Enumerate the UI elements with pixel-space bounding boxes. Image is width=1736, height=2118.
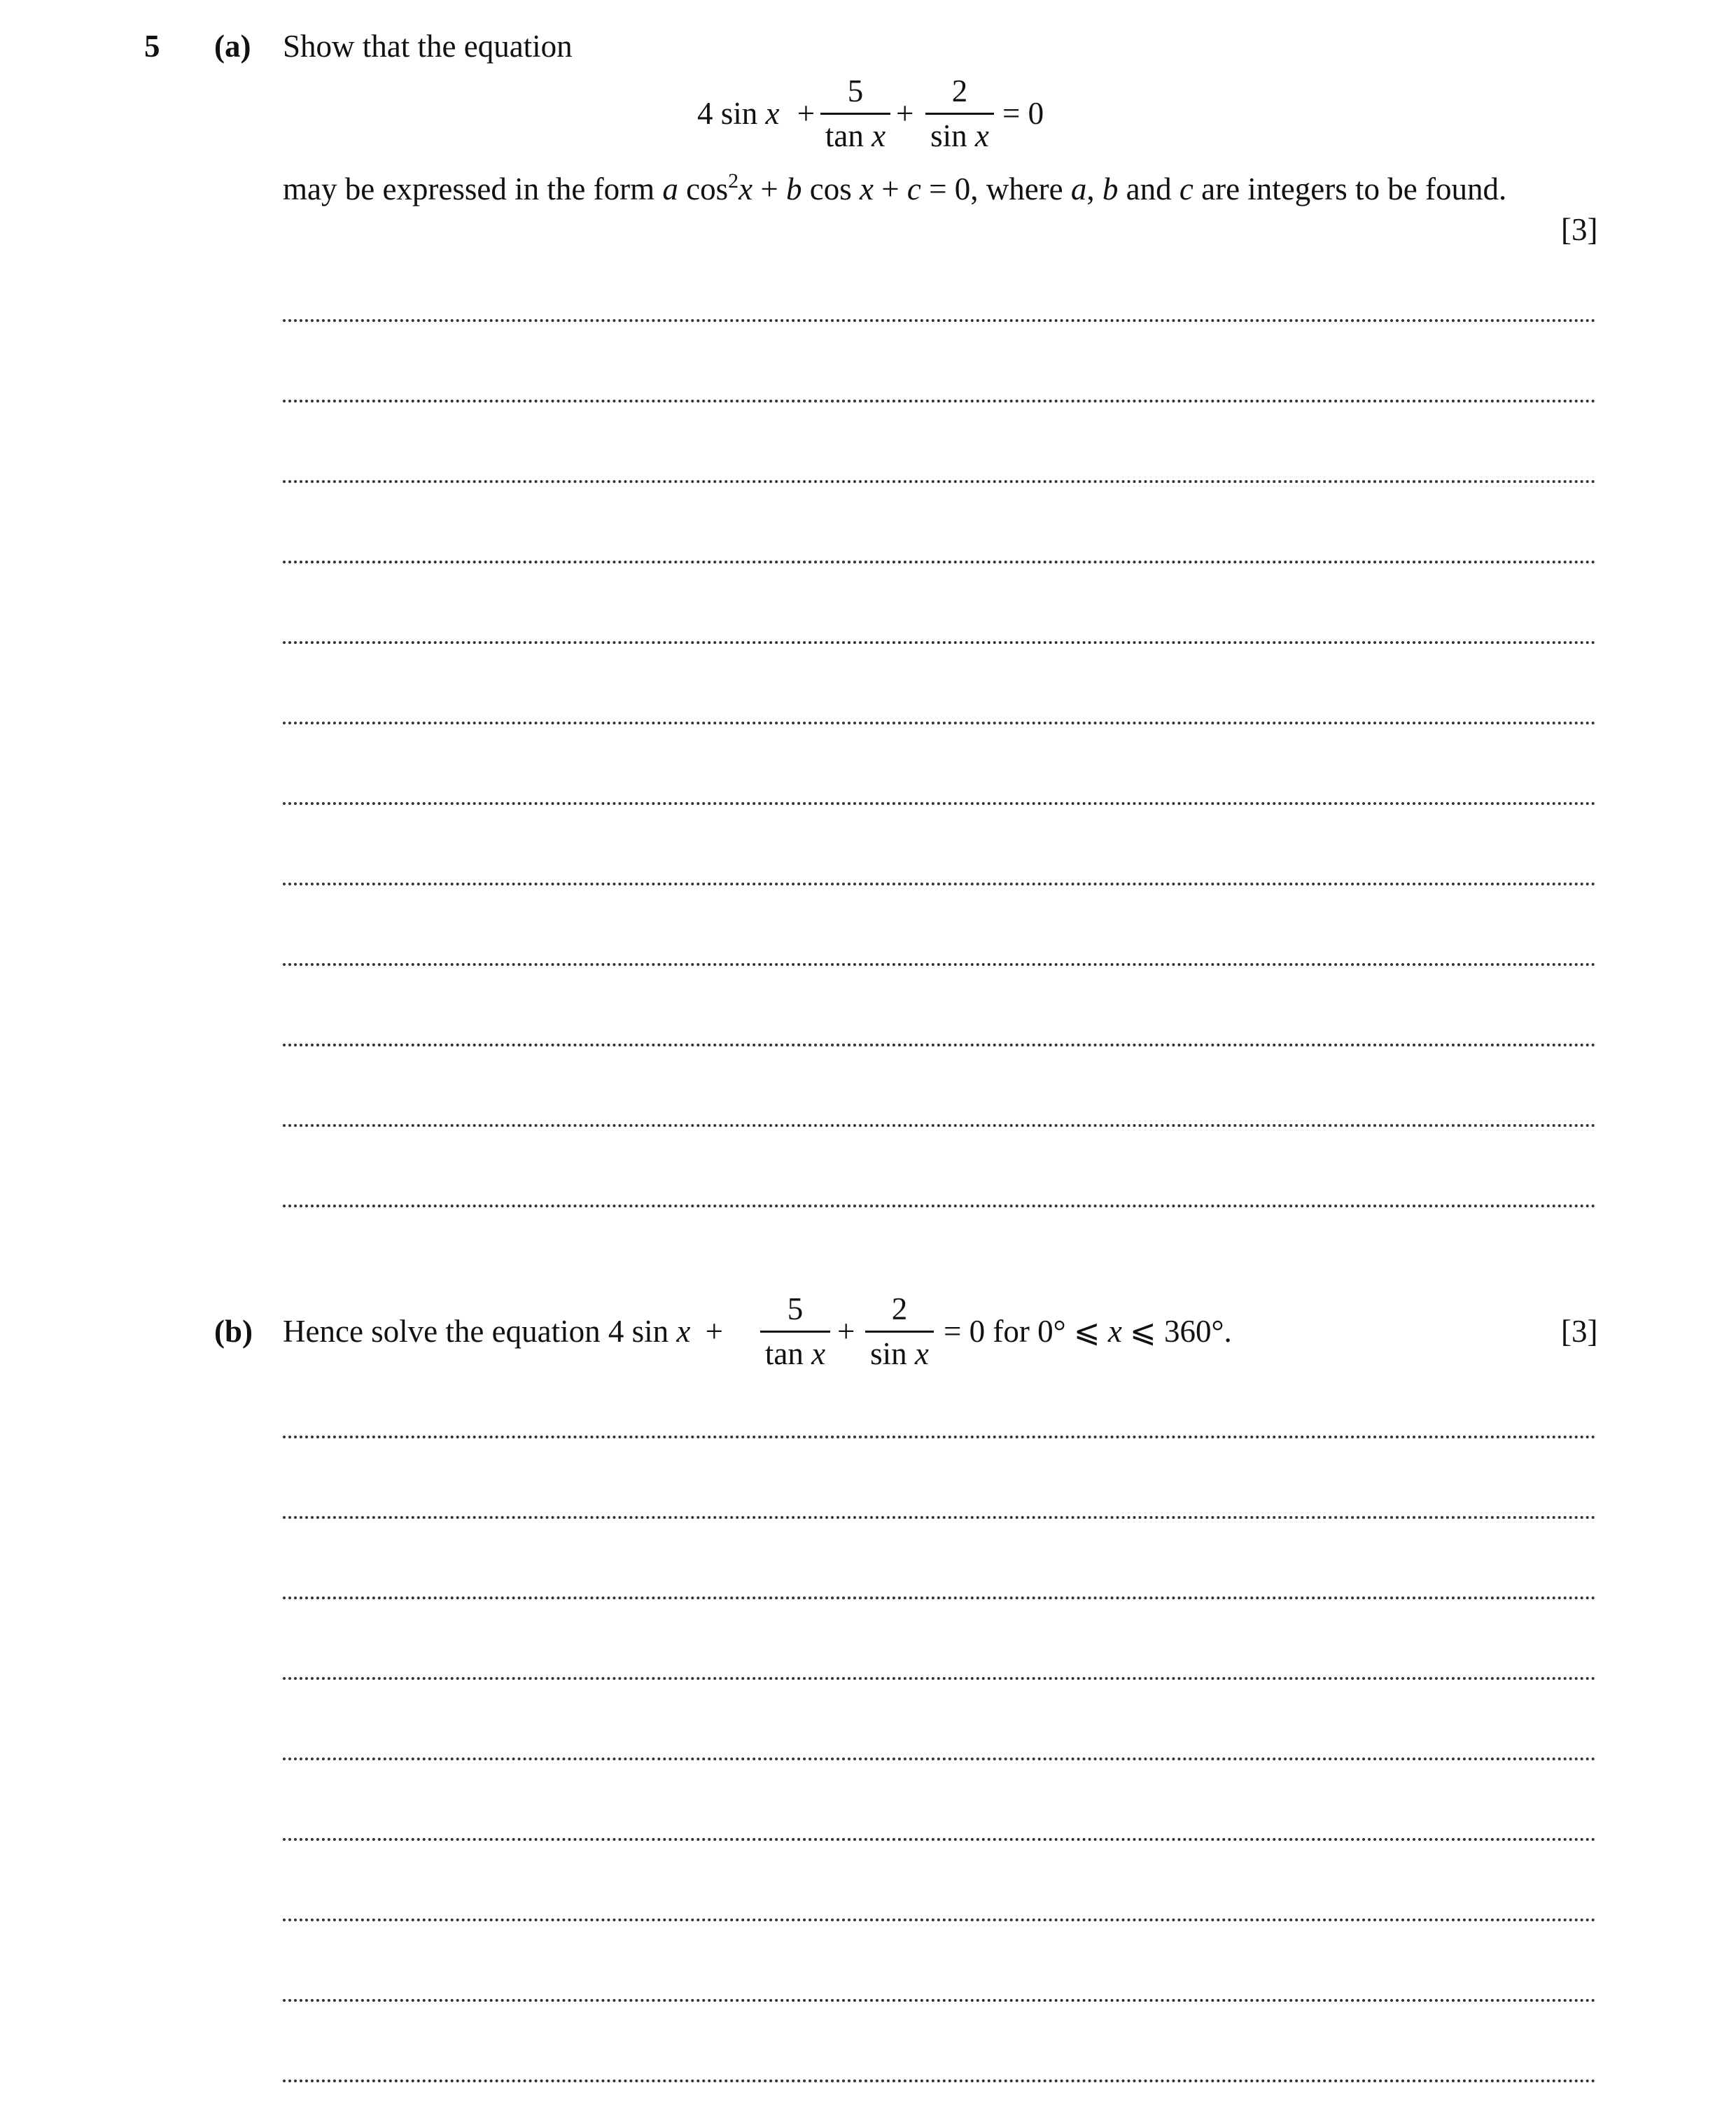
fraction-numerator: 5 xyxy=(787,1291,804,1326)
answer-line[interactable] xyxy=(283,1516,1596,1519)
fraction-denominator: tan x xyxy=(764,1336,826,1371)
answer-line[interactable] xyxy=(283,1758,1596,1760)
answer-line[interactable] xyxy=(283,963,1596,966)
answer-line[interactable] xyxy=(283,1838,1596,1841)
fraction-denominator: sin x xyxy=(930,118,989,153)
part-b-marks: [3] xyxy=(1561,1314,1598,1349)
answer-line[interactable] xyxy=(283,1436,1596,1438)
answer-line[interactable] xyxy=(283,1124,1596,1127)
question-number: 5 xyxy=(144,29,160,64)
answer-line[interactable] xyxy=(283,480,1596,483)
equation-plus: + xyxy=(797,96,816,131)
answer-line[interactable] xyxy=(283,400,1596,402)
part-a-form-sentence: may be expressed in the form a $\cos^2x + b$ cos x + c = 0, where a, b and c are integers to be found. xyxy=(283,169,1507,206)
answer-line[interactable] xyxy=(283,2080,1596,2082)
answer-line[interactable] xyxy=(283,1044,1596,1046)
fraction-denominator: sin x xyxy=(870,1336,929,1371)
answer-line[interactable] xyxy=(283,641,1596,644)
part-a-intro: Show that the equation xyxy=(283,29,573,64)
fraction-numerator: 5 xyxy=(847,73,864,108)
part-b-label: (b) xyxy=(214,1314,253,1349)
equation-rhs: = 0 xyxy=(1002,96,1044,131)
answer-line[interactable] xyxy=(283,1205,1596,1207)
part-b-fraction-tan xyxy=(760,1293,830,1370)
fraction-denominator: tan x xyxy=(825,118,886,153)
answer-line[interactable] xyxy=(283,319,1596,322)
part-b-range: = 0 for 0° ⩽ x ⩽ 360°. xyxy=(944,1314,1232,1349)
fraction-numerator: 2 xyxy=(891,1291,908,1326)
answer-line[interactable] xyxy=(283,802,1596,805)
answer-line[interactable] xyxy=(283,1677,1596,1680)
answer-line[interactable] xyxy=(283,883,1596,885)
part-a-marks: [3] xyxy=(1561,212,1598,247)
part-b-plus-2: + xyxy=(837,1314,855,1349)
equation-fraction-sin xyxy=(925,73,994,153)
fraction-numerator: 2 xyxy=(951,73,968,108)
answer-line[interactable] xyxy=(283,561,1596,563)
answer-line[interactable] xyxy=(283,1999,1596,2002)
part-b-fraction-sin xyxy=(865,1293,934,1370)
part-b-text-lead: Hence solve the equation 4 sin x + xyxy=(283,1314,723,1349)
equation-fraction-tan xyxy=(820,73,890,153)
answer-line[interactable] xyxy=(283,1597,1596,1599)
equation-plus-2: + xyxy=(896,96,914,131)
answer-line[interactable] xyxy=(283,1919,1596,1921)
equation-var: x xyxy=(765,96,780,131)
part-a-label: (a) xyxy=(214,29,251,64)
equation-lhs: 4 sin xyxy=(697,96,758,131)
answer-line[interactable] xyxy=(283,722,1596,724)
